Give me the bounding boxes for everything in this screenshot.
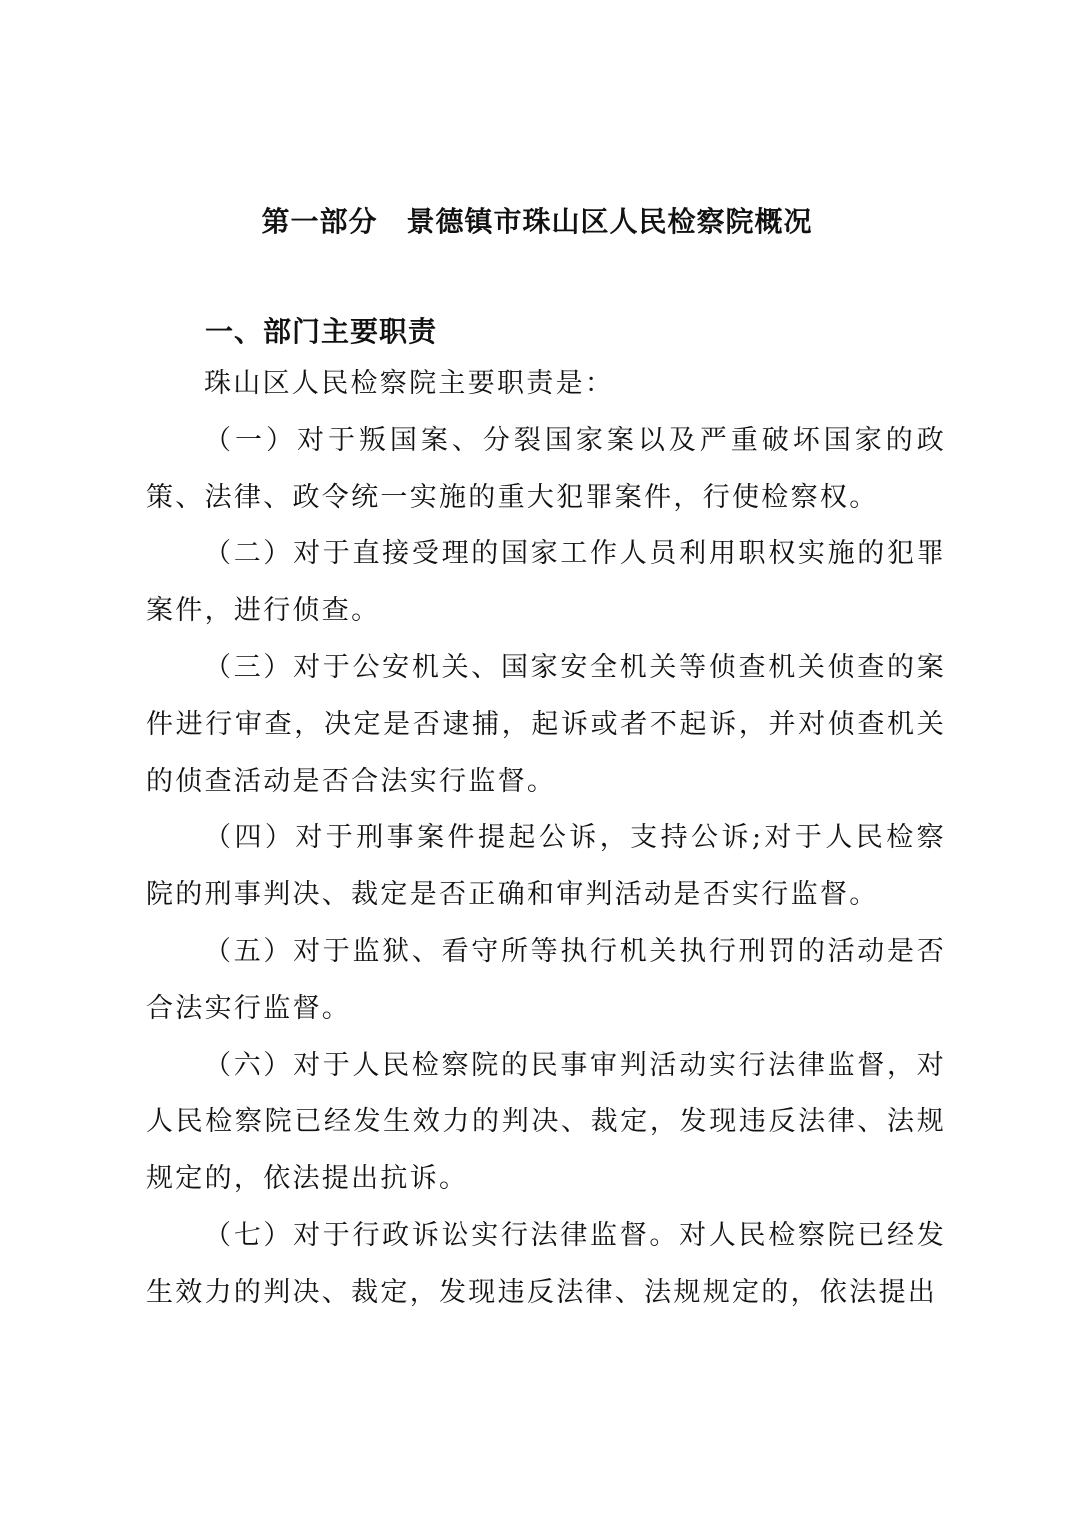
section-heading: 一、部门主要职责 bbox=[205, 315, 438, 348]
duty-paragraph-5: （五）对于监狱、看守所等执行机关执行刑罚的活动是否合法实行监督。 bbox=[146, 935, 946, 1024]
duty-paragraph-2: （二）对于直接受理的国家工作人员利用职权实施的犯罪案件，进行侦查。 bbox=[146, 538, 946, 627]
page-title: 第一部分 景德镇市珠山区人民检察院概况 bbox=[261, 205, 813, 238]
duty-paragraph-6: （六）对于人民检察院的民事审判活动实行法律监督，对人民检察院已经发生效力的判决、裁定，发现违反法律、法规规定的，依法提出抗诉。 bbox=[146, 1049, 946, 1195]
intro-paragraph: 珠山区人民检察院主要职责是： bbox=[204, 368, 615, 399]
duty-paragraph-4: （四）对于刑事案件提起公诉，支持公诉;对于人民检察院的刑事判决、裁定是否正确和审判活动是否实行监督。 bbox=[146, 822, 946, 911]
duty-paragraph-3: （三）对于公安机关、国家安全机关等侦查机关侦查的案件进行审查，决定是否逮捕，起诉或者不起诉，并对侦查机关的侦查活动是否合法实行监督。 bbox=[146, 651, 946, 797]
duty-paragraph-7: （七）对于行政诉讼实行法律监督。对人民检察院已经发生效力的判决、裁定，发现违反法律、法规规定的，依法提出 bbox=[146, 1219, 946, 1308]
duty-paragraph-1: （一）对于叛国案、分裂国家案以及严重破坏国家的政策、法律、政令统一实施的重大犯罪案件，行使检察权。 bbox=[146, 424, 946, 513]
body-text bbox=[146, 356, 946, 1322]
